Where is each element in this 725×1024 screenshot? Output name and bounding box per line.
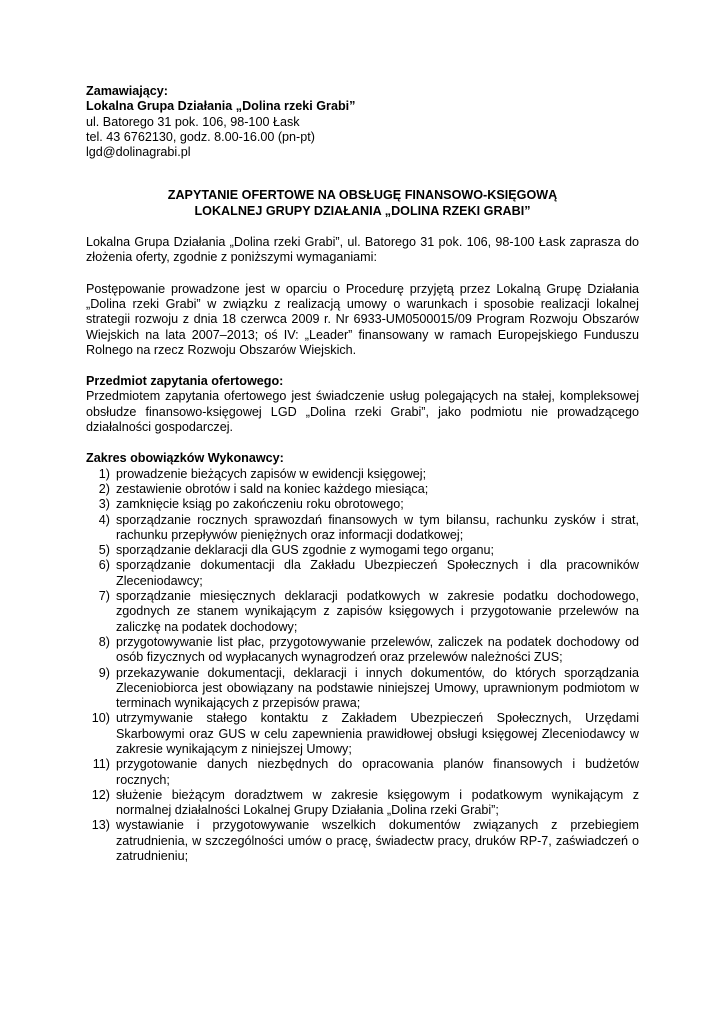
- intro-paragraph: Lokalna Grupa Działania „Dolina rzeki Grabi”, ul. Batorego 31 pok. 106, 98-100 Łask zaprasza do złożenia oferty, zgodnie z poniższymi wymaganiami:: [86, 235, 639, 265]
- item-number: 4): [98, 512, 110, 527]
- item-text: sporządzanie deklaracji dla GUS zgodnie z wymogami tego organu;: [116, 543, 495, 558]
- list-item: [86, 543, 639, 558]
- subject-section: [86, 374, 639, 435]
- document-page: [86, 84, 639, 864]
- item-number: 1): [98, 466, 110, 481]
- list-item: [86, 635, 639, 666]
- procedure-paragraph: Postępowanie prowadzone jest w oparciu o Procedurę przyjętą przez Lokalną Grupę Działania „Dolina rzeki Grabi” w związku z realizacją umowy o warunkach i sposobie realizacji lokalnej strategii rozwoju z dnia 18 czerwca 2009 r. Nr 6933-UM0500015/09 Program Rozwoju Obszarów Wiejskich na lata 2007–2013; oś IV: „Leader” finansowany w ramach Europejskiego Funduszu Rolnego na rzecz Rozwoju Obszarów Wiejskich.: [86, 281, 639, 357]
- item-number: 11): [92, 757, 110, 772]
- phone-hours: tel. 43 6762130, godz. 8.00-16.00 (pn-pt): [86, 129, 315, 144]
- title-line-1: ZAPYTANIE OFERTOWE NA OBSŁUGĘ FINANSOWO-KSIĘGOWĄ: [167, 188, 558, 203]
- document-title: [86, 188, 639, 219]
- list-item: [86, 497, 639, 512]
- item-text: sporządzanie miesięcznych deklaracji podatkowych w zakresie podatku dochodowego, zgodnych ze stanem wynikającym z zapisów księgowych i przygotowanie przelewów na zaliczkę na podatek dochodowy;: [116, 589, 639, 634]
- item-number: 13): [91, 818, 110, 833]
- subject-heading: Przedmiot zapytania ofertowego:: [86, 374, 284, 389]
- list-item: [86, 757, 639, 788]
- item-number: 7): [98, 589, 110, 604]
- list-item: [86, 711, 639, 757]
- duties-list: [86, 467, 639, 865]
- item-text: zamknięcie ksiąg po zakończeniu roku obrotowego;: [116, 497, 404, 512]
- item-text: prowadzenie bieżących zapisów w ewidencji księgowej;: [116, 466, 427, 481]
- item-number: 3): [98, 497, 110, 512]
- item-number: 6): [98, 558, 110, 573]
- item-text: sporządzanie rocznych sprawozdań finansowych w tym bilansu, rachunku zysków i strat, rachunku przepływów pieniężnych oraz informacji dodatkowej;: [116, 512, 639, 542]
- duties-heading: Zakres obowiązków Wykonawcy:: [86, 451, 284, 466]
- item-text: wystawianie i przygotowywanie wszelkich dokumentów związanych z przebiegiem zatrudnienia, w szczególności umów o pracę, świadectw pracy, druków RP-7, zaświadczeń o zatrudnieniu;: [116, 818, 639, 864]
- item-text: przygotowywanie list płac, przygotowywanie przelewów, zaliczek na podatek dochodowy od osób fizycznych od wypłacanych wynagrodzeń oraz przelewów należności ZUS;: [116, 634, 639, 665]
- list-item: [86, 666, 639, 712]
- item-text: sporządzanie dokumentacji dla Zakładu Ubezpieczeń Społecznych i dla pracowników Zleceniodawcy;: [116, 558, 639, 588]
- item-text: przekazywanie dokumentacji, deklaracji i innych dokumentów, do których sporządzania Zleceniobiorca jest obowiązany na podstawie niniejszej Umowy, uprawnionym podmiotom w terminach wynikających z przepisów prawa;: [116, 665, 639, 711]
- contracting-party-block: [86, 84, 639, 160]
- list-item: [86, 482, 639, 497]
- list-item: [86, 558, 639, 589]
- duties-section: [86, 451, 639, 864]
- list-item: [86, 467, 639, 482]
- item-number: 10): [91, 711, 110, 726]
- item-number: 8): [98, 634, 110, 649]
- item-text: utrzymywanie stałego kontaktu z Zakładem Ubezpieczeń Społecznych, Urzędami Skarbowymi oraz GUS w celu zapewnienia prawidłowej obsługi księgowej Zleceniodawcy w zakresie wynikającym z niniejszej Umowy;: [116, 711, 639, 756]
- list-item: [86, 589, 639, 635]
- subject-text: Przedmiotem zapytania ofertowego jest świadczenie usług polegających na stałej, kompleksowej obsłudze finansowo-księgowej LGD „Dolina rzeki Grabi”, jako podmiotu nie prowadzącego działalności gospodarczej.: [86, 389, 639, 435]
- item-number: 9): [98, 665, 110, 680]
- list-item: [86, 513, 639, 544]
- item-text: zestawienie obrotów i sald na koniec każdego miesiąca;: [116, 481, 429, 496]
- title-line-2: LOKALNEJ GRUPY DZIAŁANIA „DOLINA RZEKI GRABI”: [194, 203, 531, 218]
- contracting-party-label: Zamawiający:: [86, 84, 168, 98]
- list-item: [86, 788, 639, 819]
- email: lgd@dolinagrabi.pl: [86, 145, 191, 160]
- list-item: [86, 818, 639, 864]
- organization-name: Lokalna Grupa Działania „Dolina rzeki Grabi”: [86, 99, 356, 114]
- item-text: służenie bieżącym doradztwem w zakresie księgowym i podatkowym wynikającym z normalnej działalności Lokalnej Grupy Działania „Dolina rzeki Grabi”;: [116, 787, 639, 818]
- item-number: 5): [98, 543, 110, 558]
- item-number: 12): [91, 787, 110, 802]
- item-text: przygotowanie danych niezbędnych do opracowania planów finansowych i budżetów rocznych;: [116, 757, 639, 787]
- address: ul. Batorego 31 pok. 106, 98-100 Łask: [86, 114, 300, 129]
- item-number: 2): [98, 481, 110, 496]
